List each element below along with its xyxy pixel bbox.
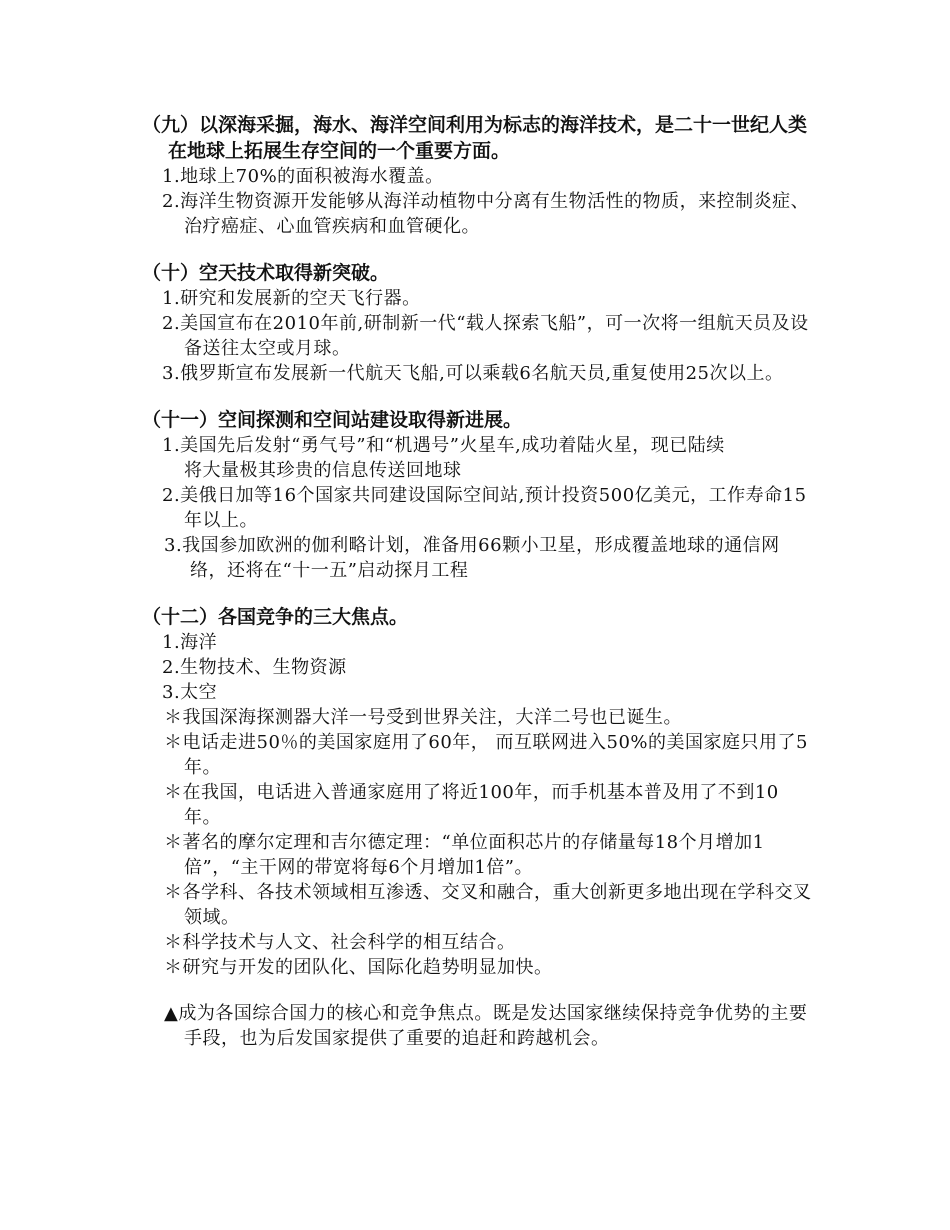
list-item: 2.海洋生物资源开发能够从海洋动植物中分离有生物活性的物质，来控制炎症、治疗癌症、心血管疾病和血管硬化。 [162,191,810,237]
section-9 [142,112,812,239]
section-heading: （十）空天技术取得新突破。 [142,262,390,284]
list-item: 2.美国宣布在2010年前,研制新一代“载人探索飞船”，可一次将一组航天员及设备送往太空或月球。 [162,313,809,359]
star-item: ＊研究与开发的团队化、国际化趋势明显加快。 [164,957,553,978]
star-item: ＊著名的摩尔定理和吉尔德定理：“单位面积芯片的存储量每18个月增加1倍”，“主干网的带宽将每6个月增加1倍”。 [164,832,765,878]
section-heading: （十一）空间探测和空间站建设取得新进展。 [142,409,523,431]
list-item: 3.太空 [162,682,218,703]
list-item: 3.俄罗斯宣布发展新一代航天飞船,可以乘载6名航天员,重复使用25次以上。 [162,363,784,384]
list-item: 2.美俄日加等16个国家共同建设国际空间站,预计投资500亿美元，工作寿命15年以上。 [162,485,807,531]
section-12 [142,604,812,980]
list-item-line: 1.美国先后发射“勇气号”和“机遇号”火星车,成功着陆火星，现已陆续 [162,435,725,456]
star-item: ＊电话走进50％的美国家庭用了60年， 而互联网进入50%的美国家庭只用了5年。 [164,732,808,778]
list-item: 1.研究和发展新的空天飞行器。 [162,288,421,309]
list-item-continuation: 将大量极其珍贵的信息传送回地球 [184,460,462,481]
conclusion-note: ▲成为各国综合国力的核心和竞争焦点。既是发达国家继续保持竞争优势的主要手段，也为后发国家提供了重要的追赶和跨越机会。 [164,1003,808,1049]
list-item: 2.生物技术、生物资源 [162,657,347,678]
section-heading: （十二）各国竞争的三大焦点。 [142,606,409,628]
star-item: ＊在我国，电话进入普通家庭用了将近100年，而手机基本普及用了不到10年。 [164,782,779,828]
list-item: 1.海洋 [162,632,218,653]
list-item: 1.地球上70%的面积被海水覆盖。 [162,166,444,187]
list-item: 3.我国参加欧洲的伽利略计划，准备用66颗小卫星，形成覆盖地球的通信网络，还将在“十一五”启动探月工程 [164,535,780,581]
document-page [142,112,812,1051]
section-heading: （九）以深海采掘，海水、海洋空间利用为标志的海洋技术，是二十一世纪人类在地球上拓展生存空间的一个重要方面。 [142,114,808,162]
star-item: ＊各学科、各技术领域相互渗透、交叉和融合，重大创新更多地出现在学科交叉领域。 [164,882,812,928]
section-11 [142,407,812,583]
section-10 [142,260,812,386]
list-item [142,433,812,483]
star-item: ＊我国深海探测器大洋一号受到世界关注，大洋二号也已诞生。 [164,707,682,728]
star-item: ＊科学技术与人文、社会科学的相互结合。 [164,932,516,953]
